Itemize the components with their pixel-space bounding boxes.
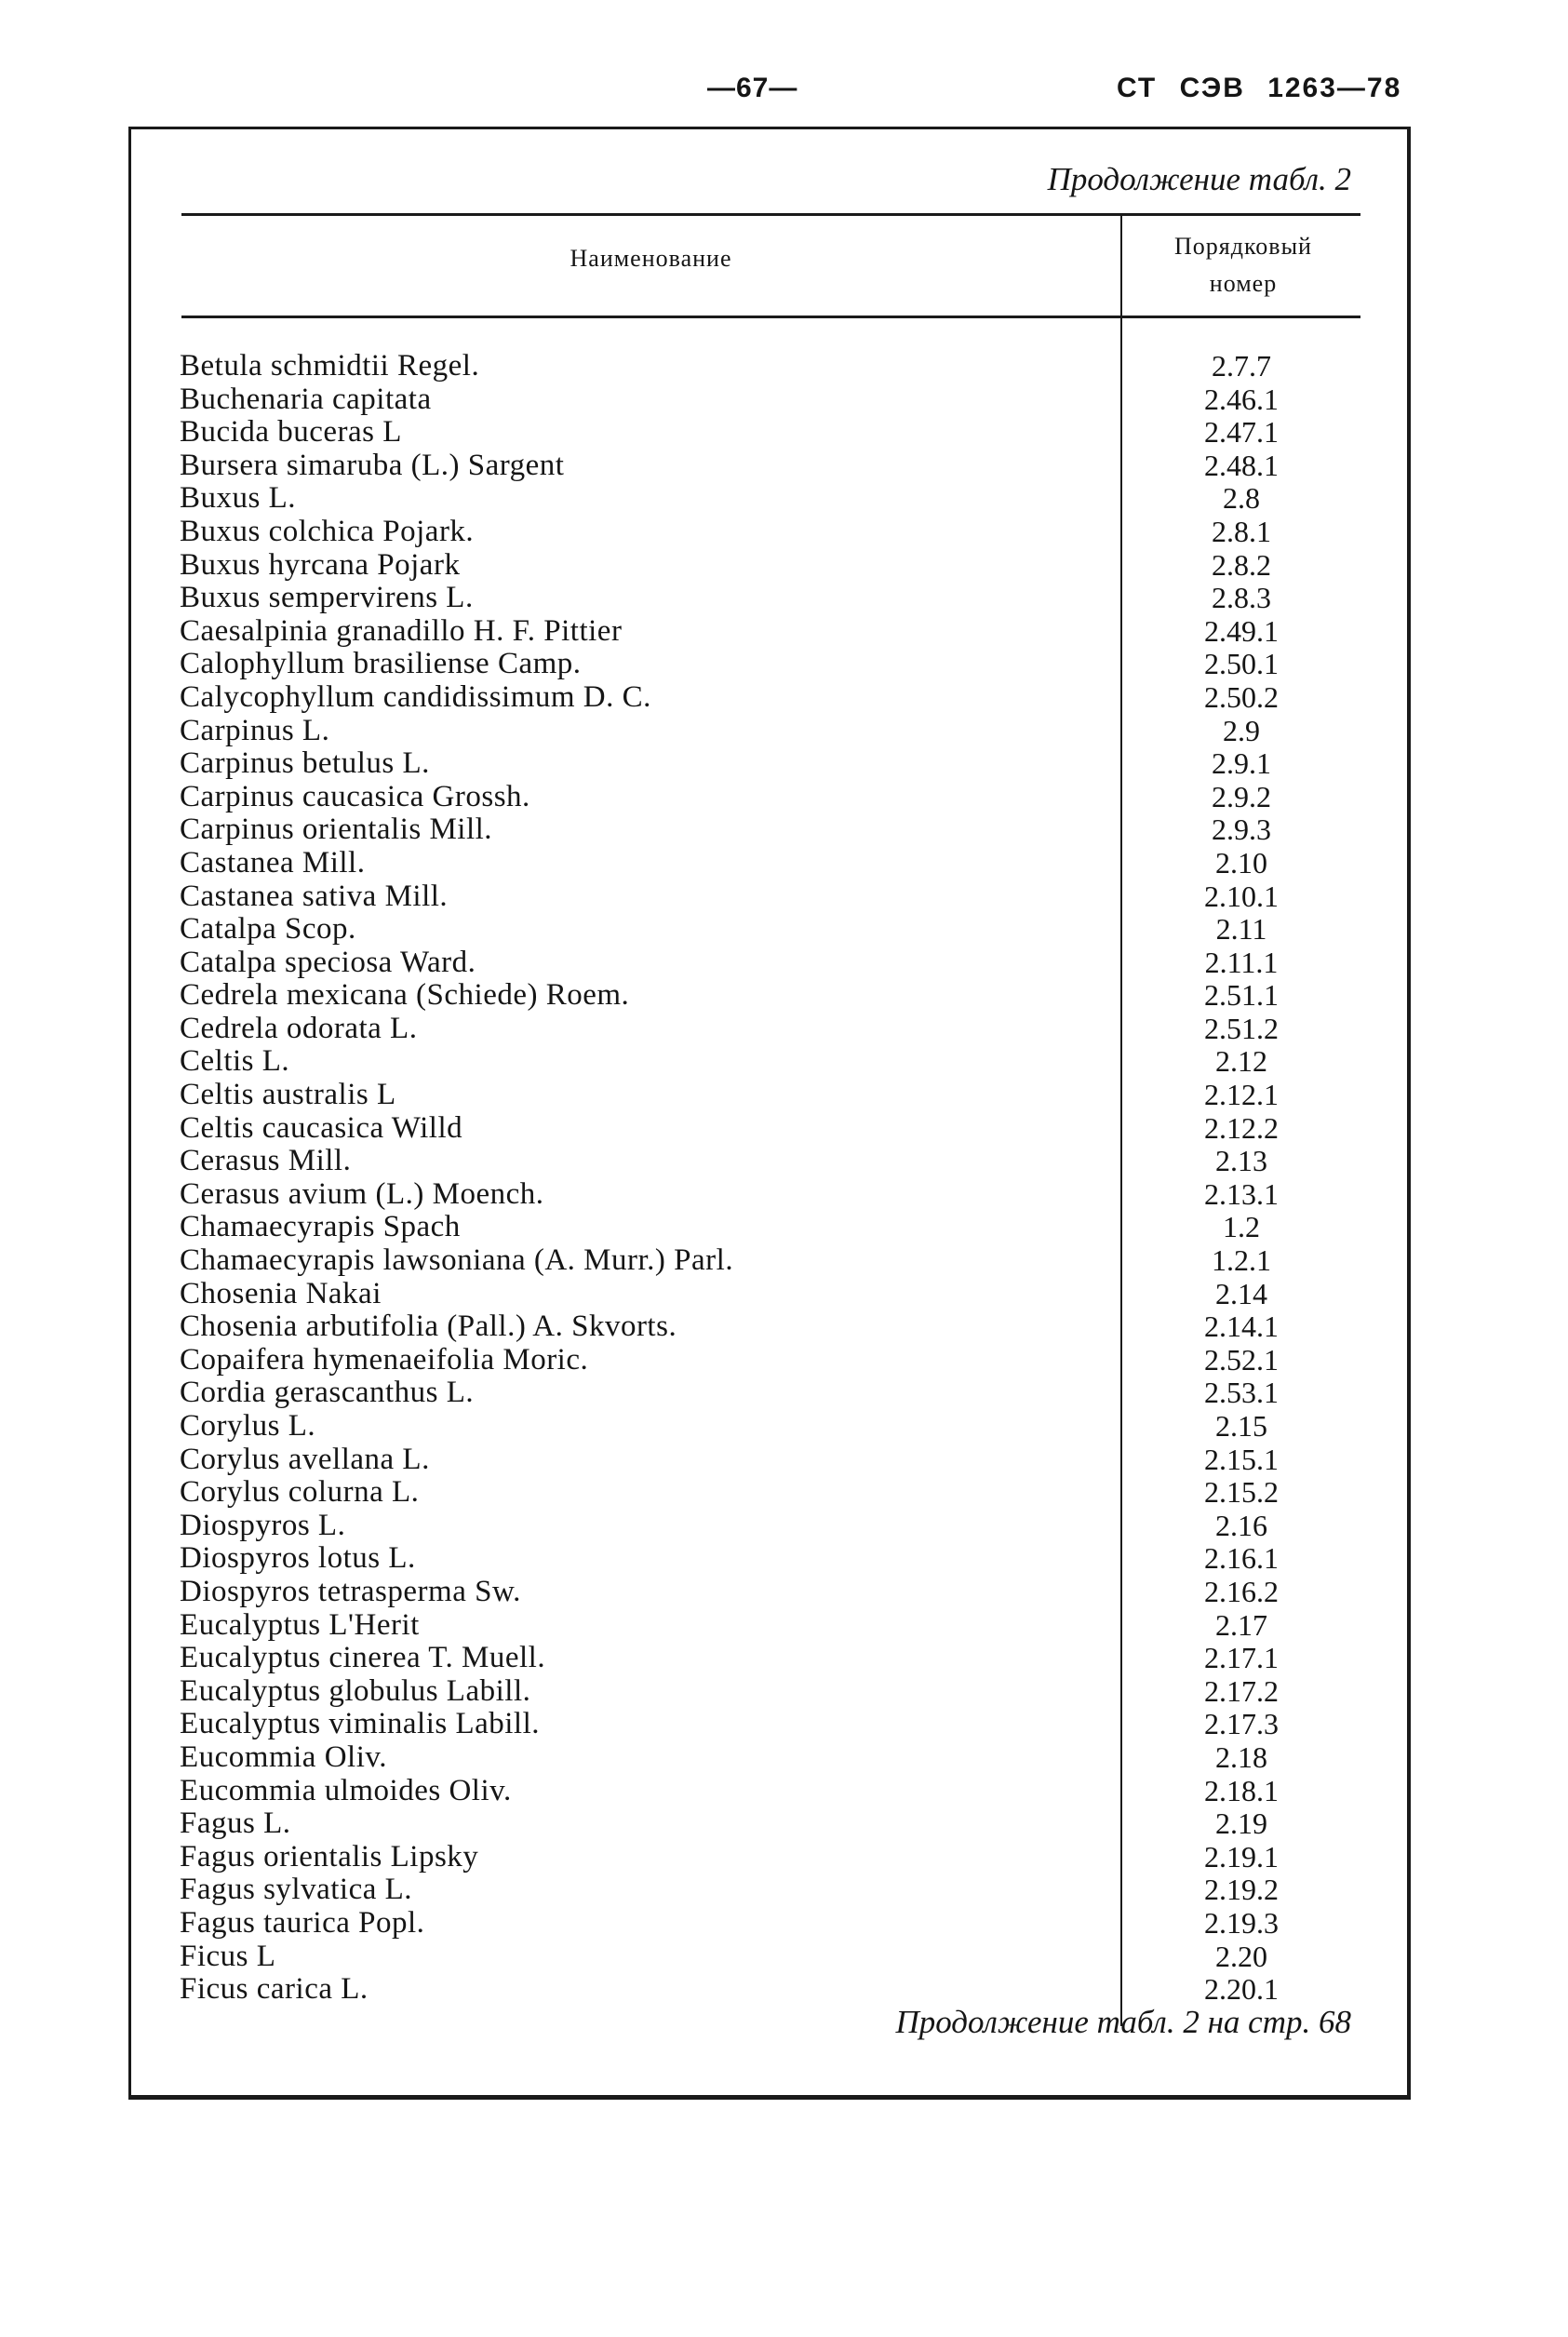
species-name: Fagus orientalis Lipsky — [180, 1839, 479, 1874]
species-name: Buxus hyrcana Pojark — [180, 547, 461, 582]
species-name: Corylus colurna L. — [180, 1475, 420, 1510]
species-name: Diospyros L. — [180, 1508, 346, 1542]
table-row — [180, 1376, 1371, 1409]
table-row — [180, 1443, 1371, 1476]
species-name: Chosenia Nakai — [180, 1276, 382, 1310]
order-number: 2.15.1 — [1204, 1442, 1279, 1476]
table-row — [180, 1243, 1371, 1277]
order-number: 1.2 — [1223, 1210, 1260, 1244]
table-row — [180, 1177, 1371, 1211]
species-name: Chosenia arbutifolia (Pall.) A. Skvorts. — [180, 1310, 677, 1344]
order-number: 2.50.2 — [1204, 679, 1279, 714]
species-name: Chamaecyrapis lawsoniana (A. Murr.) Parl. — [180, 1243, 734, 1278]
species-name: Celtis L. — [180, 1044, 290, 1079]
table-row — [180, 912, 1371, 946]
column-header-order-number — [1122, 228, 1364, 302]
order-number: 2.18 — [1215, 1739, 1267, 1774]
table-row — [180, 1210, 1371, 1243]
order-number: 2.20.1 — [1204, 1972, 1279, 2007]
species-name: Carpinus L. — [180, 713, 330, 747]
table-row — [180, 1509, 1371, 1542]
species-name: Eucommia Oliv. — [180, 1739, 387, 1774]
order-number: 2.9.3 — [1212, 813, 1271, 847]
table-row — [180, 383, 1371, 416]
table-row — [180, 481, 1371, 515]
order-number: 2.51.2 — [1204, 1011, 1279, 1045]
species-name: Ficus L — [180, 1939, 276, 1973]
order-number: 2.10 — [1215, 845, 1267, 880]
table-row — [180, 1078, 1371, 1111]
table-row — [180, 647, 1371, 680]
table-row — [180, 349, 1371, 383]
order-number: 2.17.3 — [1204, 1707, 1279, 1741]
table-row — [180, 1277, 1371, 1310]
species-name: Buchenaria capitata — [180, 382, 432, 416]
table-row — [180, 1310, 1371, 1343]
table-row — [180, 614, 1371, 648]
species-name: Fagus taurica Popl. — [180, 1905, 425, 1940]
order-number: 2.19.2 — [1204, 1873, 1279, 1907]
table-top-rule — [181, 213, 1360, 216]
table-row — [180, 714, 1371, 747]
order-number: 2.52.1 — [1204, 1342, 1279, 1377]
order-number: 2.16.1 — [1204, 1541, 1279, 1576]
species-name: Catalpa Scop. — [180, 912, 356, 947]
species-name: Calophyllum brasiliense Camp. — [180, 647, 582, 681]
table-row — [180, 581, 1371, 614]
continuation-note-top: Продолжение табл. 2 — [1047, 161, 1351, 197]
table-row — [180, 1972, 1371, 2006]
order-number: 2.11.1 — [1204, 945, 1279, 979]
table-row — [180, 880, 1371, 913]
table-row — [180, 415, 1371, 449]
species-name: Caesalpinia granadillo H. F. Pittier — [180, 613, 623, 648]
order-number: 2.8.3 — [1212, 581, 1271, 615]
species-name: Cedrela odorata L. — [180, 1011, 418, 1045]
order-number: 2.17.2 — [1204, 1673, 1279, 1708]
species-name: Buxus L. — [180, 481, 297, 516]
column-header-order-line2: номер — [1209, 270, 1278, 297]
species-name: Castanea Mill. — [180, 845, 366, 880]
order-number: 2.15 — [1215, 1409, 1267, 1443]
table-row — [180, 1873, 1371, 1906]
species-name: Cerasus avium (L.) Moench. — [180, 1176, 544, 1211]
table-row — [180, 1707, 1371, 1740]
species-name: Fagus L. — [180, 1806, 291, 1841]
order-number: 2.17 — [1215, 1607, 1267, 1642]
table-row — [180, 978, 1371, 1012]
species-name: Celtis caucasica Willd — [180, 1110, 463, 1145]
species-name: Calycophyllum candidissimum D. C. — [180, 679, 651, 714]
order-number: 2.12.2 — [1204, 1110, 1279, 1145]
order-number: 2.14.1 — [1204, 1310, 1279, 1344]
species-name: Eucalyptus viminalis Labill. — [180, 1707, 541, 1741]
table-row — [180, 1806, 1371, 1840]
table-row — [180, 846, 1371, 880]
table-row — [180, 1774, 1371, 1807]
species-name: Fagus sylvatica L. — [180, 1873, 413, 1907]
order-number: 2.20 — [1215, 1939, 1267, 1973]
order-number: 2.19 — [1215, 1806, 1267, 1841]
species-name: Carpinus betulus L. — [180, 746, 430, 781]
species-name: Diospyros lotus L. — [180, 1541, 416, 1576]
order-number: 2.8.2 — [1212, 547, 1271, 582]
order-number: 2.9.1 — [1212, 746, 1271, 781]
table-row — [180, 1111, 1371, 1145]
table-row — [180, 1144, 1371, 1177]
order-number: 2.16 — [1215, 1508, 1267, 1542]
order-number: 2.9 — [1223, 713, 1260, 747]
table-row — [180, 1740, 1371, 1774]
order-number: 2.12 — [1215, 1044, 1267, 1079]
order-number: 2.14 — [1215, 1276, 1267, 1310]
table-row — [180, 1409, 1371, 1443]
table-row — [180, 1674, 1371, 1708]
table-row — [180, 1575, 1371, 1608]
table-row — [180, 680, 1371, 714]
order-number: 1.2.1 — [1212, 1243, 1271, 1278]
order-number: 2.49.1 — [1204, 613, 1279, 648]
species-name: Eucalyptus globulus Labill. — [180, 1673, 531, 1708]
table-row — [180, 780, 1371, 813]
order-number: 2.13 — [1215, 1144, 1267, 1178]
order-number: 2.47.1 — [1204, 415, 1279, 450]
table-header-rule — [181, 316, 1360, 318]
order-number: 2.17.1 — [1204, 1641, 1279, 1675]
table-row — [180, 449, 1371, 482]
species-name: Diospyros tetrasperma Sw. — [180, 1574, 521, 1608]
order-number: 2.15.2 — [1204, 1475, 1279, 1510]
order-number: 2.19.1 — [1204, 1839, 1279, 1874]
order-number: 2.10.1 — [1204, 879, 1279, 913]
species-name: Corylus L. — [180, 1409, 316, 1443]
table-row — [180, 1940, 1371, 1973]
species-name: Buxus sempervirens L. — [180, 581, 474, 615]
column-header-order-line1: Порядковый — [1174, 233, 1312, 260]
page-header — [0, 65, 1568, 121]
species-name: Celtis australis L — [180, 1078, 396, 1112]
order-number: 2.13.1 — [1204, 1176, 1279, 1211]
species-name: Catalpa speciosa Ward. — [180, 945, 476, 979]
order-number: 2.51.1 — [1204, 978, 1279, 1013]
species-name: Cerasus Mill. — [180, 1144, 352, 1178]
page-number: —67— — [707, 73, 798, 103]
species-name: Carpinus orientalis Mill. — [180, 813, 493, 847]
table-row — [180, 1475, 1371, 1509]
table-row — [180, 515, 1371, 548]
species-name: Copaifera hymenaeifolia Moric. — [180, 1342, 589, 1377]
species-name: Ficus carica L. — [180, 1972, 369, 2007]
table-row — [180, 813, 1371, 846]
order-number: 2.18.1 — [1204, 1773, 1279, 1807]
order-number: 2.11 — [1215, 912, 1267, 947]
species-name: Cordia gerascanthus L. — [180, 1376, 475, 1410]
species-name: Bursera simaruba (L.) Sargent — [180, 448, 565, 482]
table-row — [180, 1641, 1371, 1674]
order-number: 2.53.1 — [1204, 1376, 1279, 1410]
order-number: 2.12.1 — [1204, 1078, 1279, 1112]
order-number: 2.8 — [1223, 481, 1260, 516]
species-name: Cedrela mexicana (Schiede) Roem. — [180, 978, 630, 1013]
standard-code: СТ СЭВ 1263—78 — [1117, 73, 1402, 103]
species-name: Castanea sativa Mill. — [180, 879, 449, 913]
order-number: 2.8.1 — [1212, 514, 1271, 548]
column-header-name: Наименование — [570, 245, 732, 272]
table-row — [180, 1044, 1371, 1078]
species-name: Buxus colchica Pojark. — [180, 514, 475, 548]
species-name: Eucommia ulmoides Oliv. — [180, 1773, 512, 1807]
order-number: 2.7.7 — [1212, 349, 1271, 383]
table-row — [180, 946, 1371, 979]
table-row — [180, 1012, 1371, 1045]
table-frame — [128, 127, 1411, 2100]
table-row — [180, 746, 1371, 780]
species-name: Betula schmidtii Regel. — [180, 349, 480, 383]
order-number: 2.46.1 — [1204, 382, 1279, 416]
species-name: Corylus avellana L. — [180, 1442, 430, 1476]
species-name: Carpinus caucasica Grossh. — [180, 779, 530, 813]
table-row — [180, 1608, 1371, 1642]
continuation-note-bottom: Продолжение табл. 2 на стр. 68 — [895, 2004, 1351, 2040]
table-row — [180, 548, 1371, 582]
order-number: 2.19.3 — [1204, 1905, 1279, 1940]
order-number: 2.48.1 — [1204, 448, 1279, 482]
table-body — [180, 349, 1371, 2006]
order-number: 2.50.1 — [1204, 647, 1279, 681]
table-row — [180, 1343, 1371, 1377]
order-number: 2.16.2 — [1204, 1574, 1279, 1608]
table-row — [180, 1906, 1371, 1940]
order-number: 2.9.2 — [1212, 779, 1271, 813]
table-row — [180, 1541, 1371, 1575]
species-name: Chamaecyrapis Spach — [180, 1210, 461, 1244]
species-name: Bucida buceras L — [180, 415, 402, 450]
table-row — [180, 1840, 1371, 1874]
species-name: Eucalyptus L'Herit — [180, 1607, 420, 1642]
species-name: Eucalyptus cinerea T. Muell. — [180, 1641, 546, 1675]
